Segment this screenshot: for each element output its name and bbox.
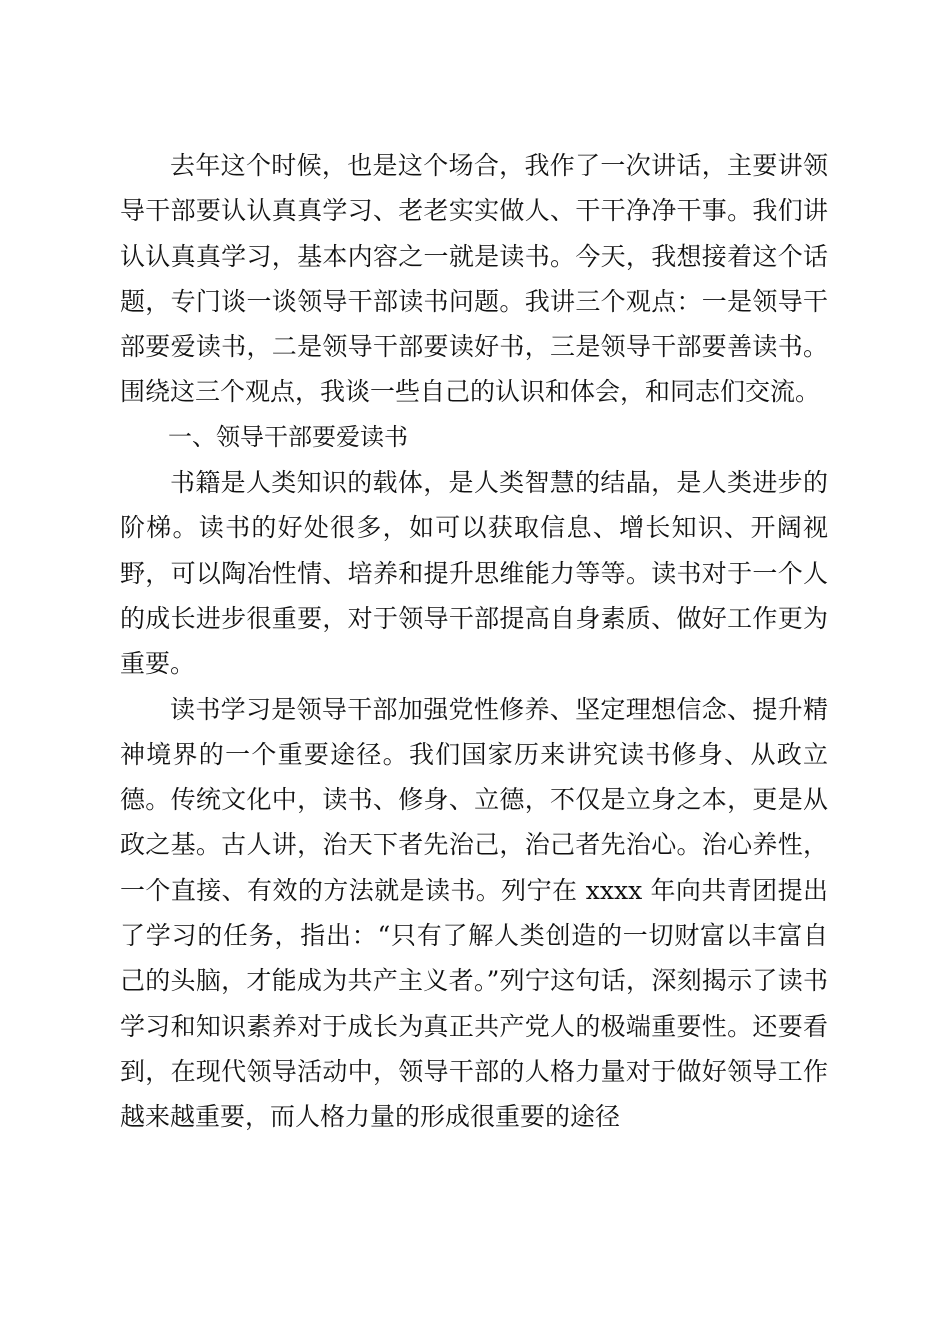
body-paragraph: 读书学习是领导干部加强党性修养、坚定理想信念、提升精神境界的一个重要途径。我们国家历来讲究读书修身、从政立德。传统文化中，读书、修身、立德，不仅是立身之本，更是从政之基。古人讲，治天下者先治己，治己者先治心。治心养性，一个直接、有效的方法就是读书。列宁在 xxxx 年向共青团提出了学习的任务，指出：“只有了解人类创造的一切财富以丰富自己的头脑，才能成为共产主义者。”列宁这句话，深刻揭示了读书学习和知识素养对于成长为真正共产党人的极端重要性。还要看到，在现代领导活动中，领导干部的人格力量对于做好领导工作越来越重要，而人格力量的形成很重要的途径 (120, 694, 828, 1132)
intro-paragraph: 去年这个时候，也是这个场合，我作了一次讲话，主要讲领导干部要认认真真学习、老老实实做人、干干净净干事。我们讲认认真真学习，基本内容之一就是读书。今天，我想接着这个话题，专门谈一谈领导干部读书问题。我讲三个观点：一是领导干部要爱读书，二是领导干部要读好书，三是领导干部要善读书。围绕这三个观点，我谈一些自己的认识和体会，和同志们交流。 (120, 151, 828, 407)
section-heading: 一、领导干部要爱读书 (168, 422, 408, 451)
body-paragraph: 书籍是人类知识的载体，是人类智慧的结晶，是人类进步的阶梯。读书的好处很多，如可以获取信息、增长知识、开阔视野，可以陶冶性情、培养和提升思维能力等等。读书对于一个人的成长进步很重要，对于领导干部提高自身素质、做好工作更为重要。 (120, 468, 828, 679)
document-body (120, 143, 828, 1140)
